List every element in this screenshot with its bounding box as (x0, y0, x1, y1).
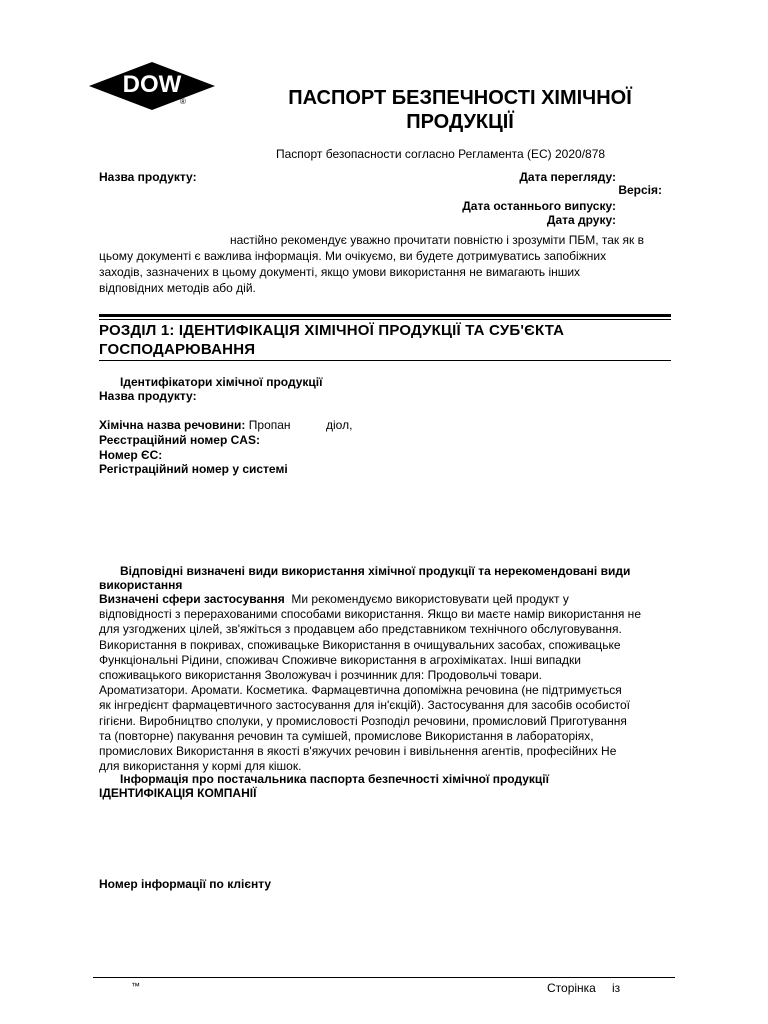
intro-line: цьому документі є важлива інформація. Ми очікуємо, ви будете дотримуватись запобіжних (99, 249, 607, 263)
section-top-rule (99, 314, 671, 317)
uses-line: для використання у кормі для кішок. (99, 759, 302, 774)
chem-name-row (99, 418, 291, 433)
identifiers-heading: Ідентифікатори хімічної продукції (120, 375, 323, 389)
uses-label: Визначені сфери застосування (99, 592, 285, 606)
uses-line: Ароматизатори. Аромати. Косметика. Фармацевтична допоміжна речовина (не підтримується (99, 683, 622, 698)
title-line-1: ПАСПОРТ БЕЗПЕЧНОСТІ ХІМІЧНОЇ (288, 87, 632, 109)
uses-line: Функціональні Рідини, споживач Споживче використання в агрохімікатах. Інші випадки (99, 652, 581, 667)
uses-line: як інгредієнт фармацевтичного застосування для ін'єкцій). Застосування для засобів особистої (99, 698, 630, 713)
intro-line: настійно рекомендує уважно прочитати повністю і зрозуміти ПБМ, так як в (230, 233, 644, 247)
intro-paragraph (99, 232, 674, 296)
product-name-label: Назва продукту: (99, 170, 197, 184)
s1-product-name-label: Назва продукту: (99, 389, 197, 403)
intro-line: заходів, зазначених в цьому документі, якщо умови використання не вимагають інших (99, 265, 581, 279)
registered-mark: ® (180, 97, 186, 106)
uses-line: Ми рекомендуємо використовувати цей продукт у (291, 592, 569, 606)
supplier-heading: Інформація про постачальника паспорта безпечності хімічної продукції (120, 772, 549, 786)
uses-line: відповідності з перерахованими способами використання. Якщо ви маєте намір використання не (99, 607, 641, 622)
chem-name-value: Пропан (248, 418, 291, 432)
trademark-mark: ™ (131, 981, 140, 991)
uses-line: промислових Використання в якості в'яжучих речовин і вивільнення агентів, професійних Не (99, 744, 617, 759)
document-title (230, 86, 690, 134)
uses-line: споживацького використання Зволожувач і розчинник для: Продовольчі товари. (99, 668, 542, 683)
section-bottom-rule (99, 360, 671, 361)
uses-line: Використання в покривах, споживацьке Використання в очищувальних засобах, споживацьке (99, 637, 621, 652)
customer-info-number-label: Номер інформації по клієнту (99, 877, 272, 891)
title-line-2: ПРОДУКЦІЇ (406, 111, 514, 133)
version-label: Версія: (618, 183, 662, 197)
uses-line: гігієни. Виробництво сполуки, у промисловості Розподіл речовини, промисловий Приготування (99, 713, 627, 728)
chem-name-label: Хімічна назва речовини: (99, 418, 246, 432)
uses-line: та (повторне) пакування речовин та сумішей, промислове Використання в лабораторіях, (99, 728, 594, 743)
uses-heading-line-2: використання (99, 578, 183, 592)
intro-line: відповідних методів або дій. (99, 281, 256, 295)
uses-heading-line-1: Відповідні визначені види використання хімічної продукції та нерекомендовані види (120, 564, 631, 578)
logo-text: DOW (122, 71, 182, 98)
print-date-label: Дата друку: (546, 213, 616, 227)
section-top-rule-thin (99, 319, 671, 320)
cas-label: Реєстраційний номер CAS: (99, 433, 260, 447)
regulation-subtitle: Паспорт безопасности согласно Регламента (ЕС) 2020/878 (276, 147, 606, 161)
section-title-line-1: РОЗДІЛ 1: ІДЕНТИФІКАЦІЯ ХІМІЧНОЇ ПРОДУКЦІЇ ТА СУБ'ЄКТА (99, 322, 565, 339)
section-1-title (99, 321, 669, 359)
registration-number-label: Регістраційний номер у системі (99, 462, 288, 476)
page-of-label: із (612, 981, 621, 995)
ec-number-label: Номер ЄС: (99, 448, 163, 462)
company-identification: ІДЕНТИФІКАЦІЯ КОМПАНІЇ (99, 786, 257, 800)
footer-rule (93, 977, 675, 978)
dow-logo (87, 36, 217, 126)
page-label: Сторінка (547, 981, 596, 995)
uses-line: для узгоджених цілей, зв'яжіться з продавцем або представником технічного обслуговування. (99, 622, 622, 637)
chem-name-value-2: діол, (326, 418, 353, 432)
section-title-line-2: ГОСПОДАРЮВАННЯ (99, 341, 256, 358)
last-issue-label: Дата останнього випуску: (462, 199, 616, 213)
review-date-label: Дата перегляду: (519, 170, 616, 184)
uses-paragraph (99, 592, 674, 774)
